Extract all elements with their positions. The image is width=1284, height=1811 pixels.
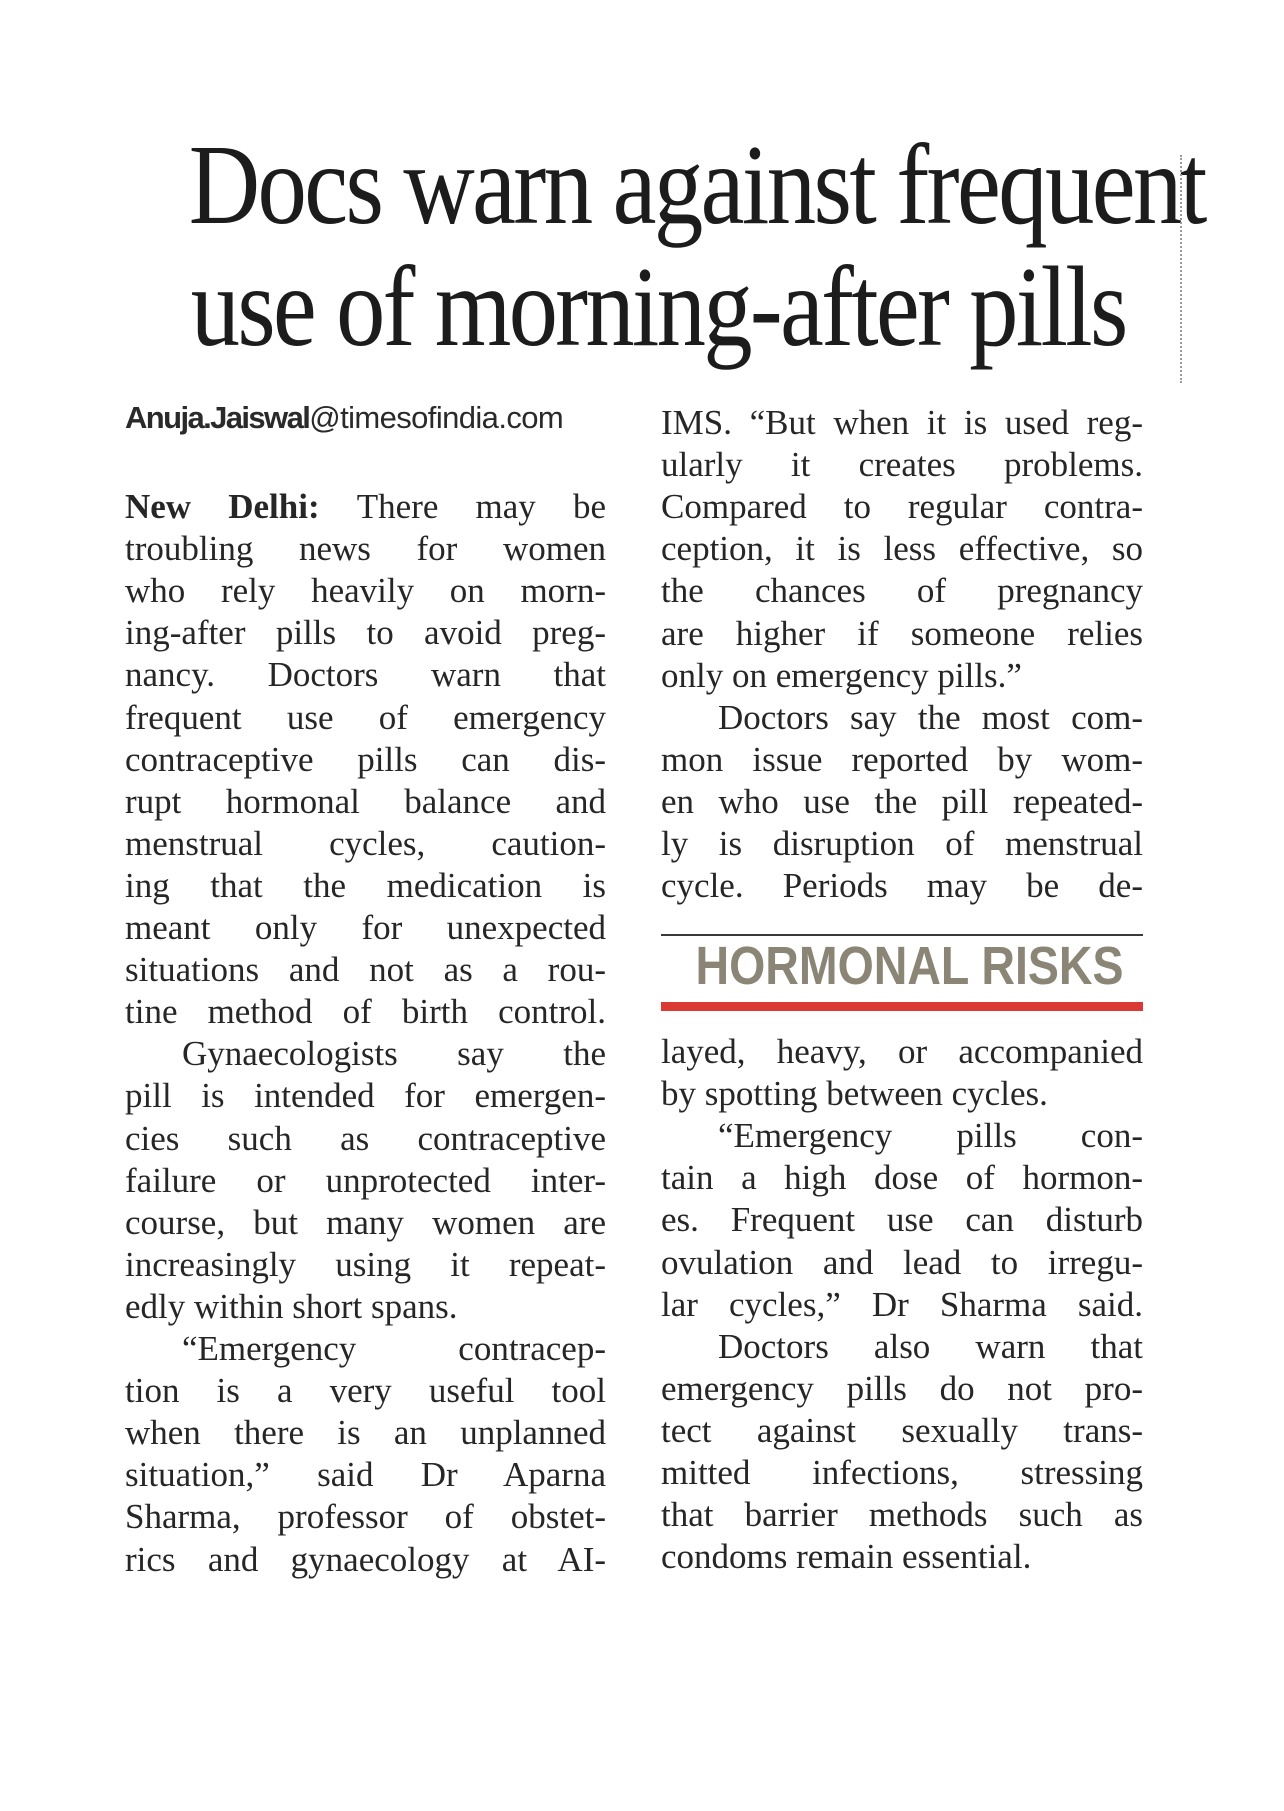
article-line: IMS. “But when it is used reg- [661,403,1143,442]
article-line: cycle. Periods may be de- [661,866,1143,906]
article-line: lar cycles,” Dr Sharma said. [661,1284,1143,1324]
article-line: ly is disruption of menstrual [661,824,1143,863]
article-line: rupt hormonal balance and [125,781,606,821]
article-line: tine method of birth control. [125,992,606,1032]
article-line: the chances of pregnancy [661,571,1143,611]
article-line: ception, it is less effective, so [661,529,1143,569]
article-line: contraceptive pills can dis- [125,739,606,779]
article-line: layed, heavy, or accompanied [661,1032,1143,1071]
subheading-accent-rule [661,1002,1143,1011]
headline-line-2: use of morning-after pills [190,243,1126,370]
article-line [125,486,606,528]
article-line: nancy. Doctors warn that [125,655,606,695]
article-line: when there is an unplanned [125,1413,606,1453]
article-line: cies such as contraceptive [125,1118,606,1158]
subheading [661,938,1143,994]
article-line: frequent use of emergency [125,697,606,737]
article-line: ing that the medication is [125,865,606,905]
article-line: tion is a very useful tool [125,1371,606,1411]
article-line: tain a high dose of hormon- [661,1158,1143,1198]
article-line: mon issue reported by wom- [661,739,1143,779]
article-line: only on emergency pills.” [661,655,1022,695]
article-line-text: There may be [319,487,606,526]
article-line: are higher if someone relies [661,613,1143,653]
article-line: increasingly using it repeat- [125,1244,606,1284]
article-line: situation,” said Dr Aparna [125,1455,606,1495]
article-line: Sharma, professor of obstet- [125,1497,606,1537]
article-line: troubling news for women [125,529,606,569]
column-divider-dotted [1180,155,1182,383]
article-line: edly within short spans. [125,1286,458,1326]
article-line: situations and not as a rou- [125,950,606,990]
byline[interactable] [125,400,615,436]
article-line: “Emergency contracep- [182,1329,606,1368]
subheading-text: HORMONAL RISKS [695,936,1124,996]
article-line: “Emergency pills con- [718,1116,1143,1156]
article-line: Doctors also warn that [718,1326,1143,1366]
article-line: ularly it creates problems. [661,445,1143,485]
article-line: menstrual cycles, caution- [125,823,606,863]
article-line: meant only for unexpected [125,908,606,947]
article-line: es. Frequent use can disturb [661,1200,1143,1240]
article-line: emergency pills do not pro- [661,1368,1143,1408]
article-line: rics and gynaecology at AI- [125,1539,606,1579]
article-line: by spotting between cycles. [661,1074,1048,1114]
article-line: Compared to regular contra- [661,487,1143,527]
dateline: New Delhi: [125,487,320,526]
headline-line-1: Docs warn against frequent [188,121,1205,248]
article-line: ing-after pills to avoid preg- [125,613,606,653]
article-line: tect against sexually trans- [661,1410,1143,1450]
article-line: en who use the pill repeated- [661,781,1143,821]
article-line: Gynaecologists say the [182,1034,606,1074]
article-line: that barrier methods such as [661,1495,1143,1535]
byline-author: Anuja.Jaiswal [125,400,310,435]
byline-domain: @timesofindia.com [309,400,564,435]
article-line: failure or unprotected inter- [125,1160,606,1200]
article-line: course, but many women are [125,1202,606,1242]
article-line: mitted infections, stressing [661,1453,1143,1492]
article-line: who rely heavily on morn- [125,571,606,611]
article-line: pill is intended for emergen- [125,1076,606,1116]
article-line: condoms remain essential. [661,1537,1032,1577]
article-line: ovulation and lead to irregu- [661,1242,1143,1282]
article-line: Doctors say the most com- [718,697,1143,737]
